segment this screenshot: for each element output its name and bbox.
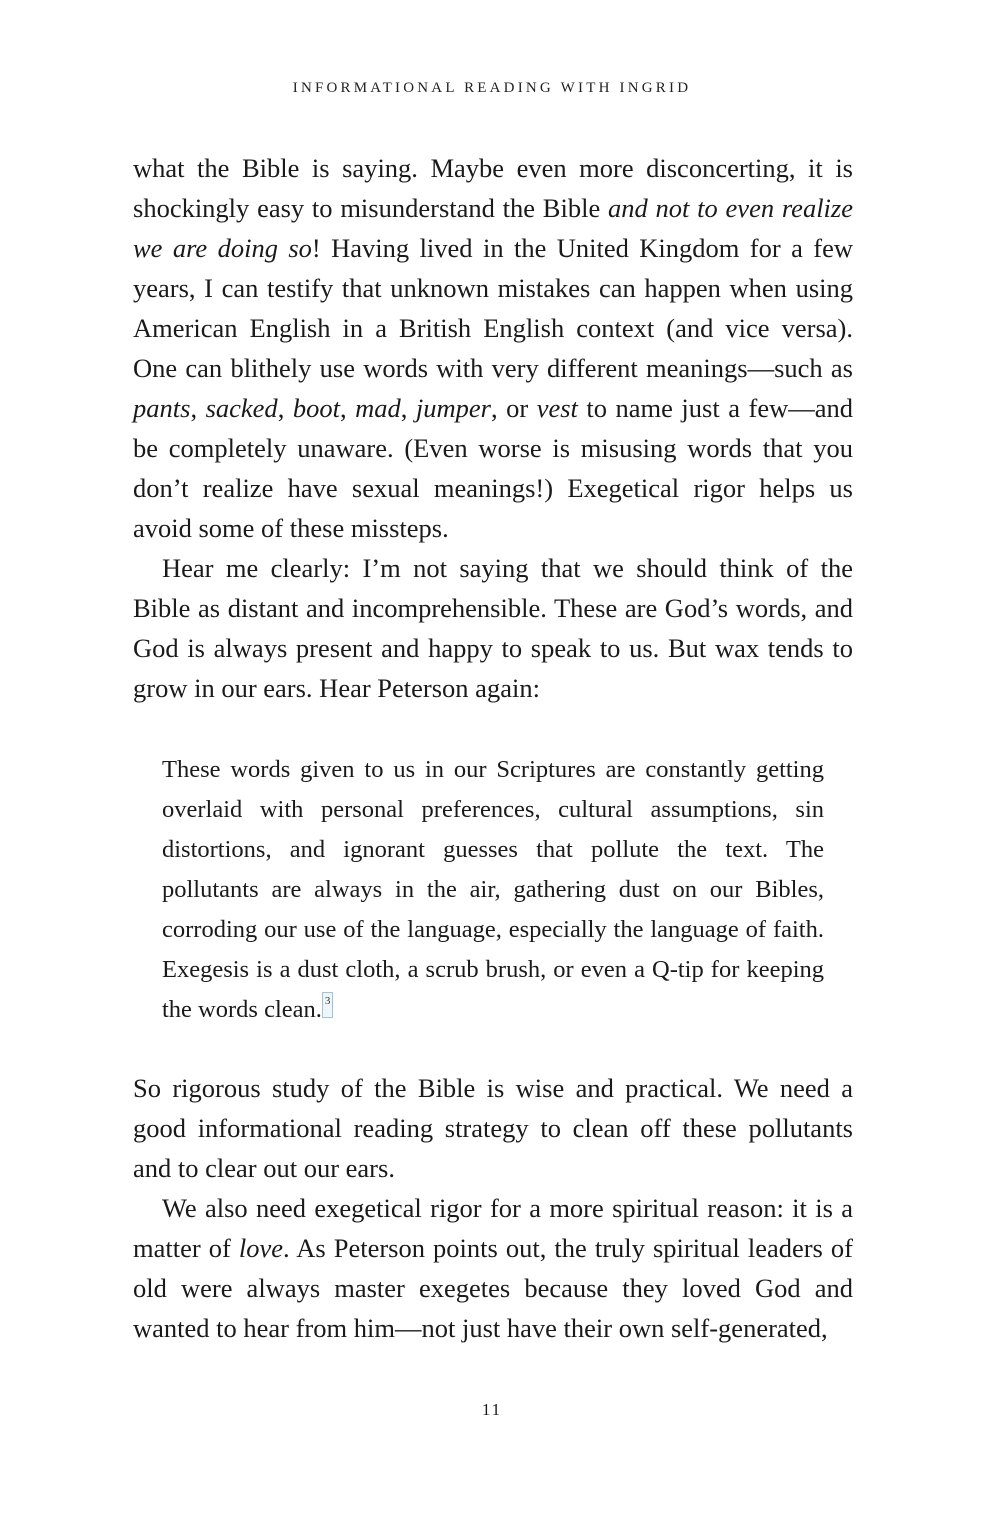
block-quote [162,750,824,1030]
running-head: INFORMATIONAL READING WITH INGRID [292,80,692,96]
paragraph-1: what the Bible is saying. Maybe even more disconcerting, it is shockingly easy to misunderstand the Bible and not to even realize we are doing so! Having lived in the United Kingdom for a few years, I can testify that unknown mistakes can happen when using American English in a British English context (and vice versa). One can blithely use words with very different meanings—such as pants, sacked, boot, mad, jumper, or vest to name just a few—and be completely unaware. (Even worse is misusing words that you don’t realize have sexual meanings!) Exegetical rigor helps us avoid some of these missteps. [133,153,853,543]
paragraph-4: We also need exegetical rigor for a more spiritual reason: it is a matter of love. As Peterson points out, the truly spiritual leaders of old were always master exegetes because they loved God and wanted to hear from him—not just have their own self-generated, [133,1193,853,1343]
quote-text: These words given to us in our Scriptures are constantly getting overlaid with personal preferences, cultural assumptions, sin distortions, and ignorant guesses that pollute the text. The pollutants are always in the air, gathering dust on our Bibles, corroding our use of the language, especially the language of faith. Exegesis is a dust cloth, a scrub brush, or even a Q-tip for keeping the words clean. [162,756,824,1023]
italic-word: pants [133,393,191,423]
paragraph-3: So rigorous study of the Bible is wise and practical. We need a good informational reading strategy to clean off these pollutants and to clear out our ears. [133,1073,853,1183]
body-section-top [133,148,853,708]
page-number: 11 [481,1400,503,1419]
italic-word: love [238,1233,284,1263]
italic-word: jumper [415,393,491,423]
paragraph-2: Hear me clearly: I’m not saying that we should think of the Bible as distant and incomprehensible. These are God’s words, and God is always present and happy to speak to us. But wax tends to grow in our ears. Hear Peterson again: [133,553,853,703]
italic-word: vest [536,393,578,423]
body-section-bottom [133,1068,853,1348]
italic-word: boot [292,393,340,423]
italic-word: sacked [205,393,278,423]
italic-word: mad [355,393,401,423]
italic-phrase: and not to even realize we are doing so [133,193,853,263]
footnote-link[interactable]: 3 [322,992,334,1018]
